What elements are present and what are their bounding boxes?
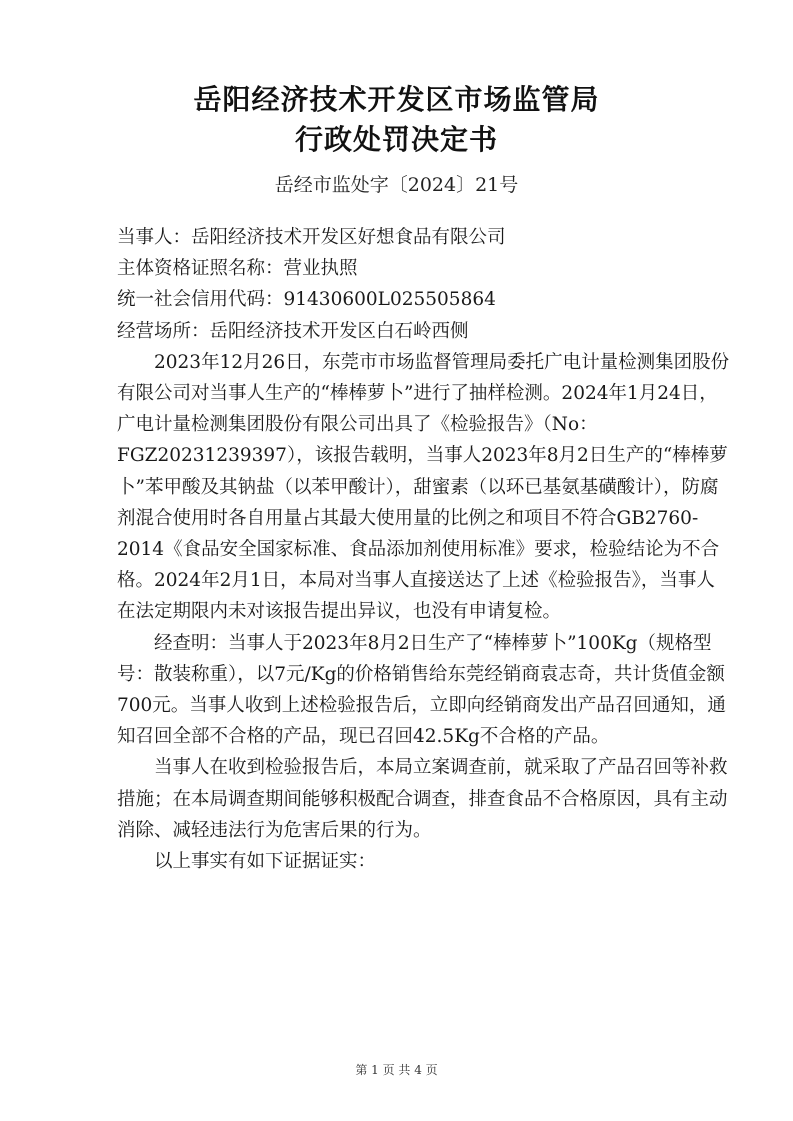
document-title-type: 行政处罚决定书: [294, 123, 498, 156]
paragraph-evidence-intro: 以上事实有如下证据证实：: [154, 851, 377, 873]
party-license-type: 主体资格证照名称：营业执照: [117, 258, 358, 280]
party-address: 经营场所：岳阳经济技术开发区白石岭西侧: [117, 320, 469, 342]
paragraph-remedial-actions: 当事人在收到检验报告后，本局立案调查前，就采取了产品召回等补救措施；在本局调查期间能够积极配合调查，排查食品不合格原因，具有主动消除、减轻违法行为危害后果的行为。: [117, 757, 728, 841]
document-body: [117, 222, 731, 877]
party-credit-code: 统一社会信用代码：91430600L025505864: [117, 289, 496, 311]
document-title-authority: 岳阳经济技术开发区市场监管局: [193, 83, 600, 116]
paragraph-findings: 经查明：当事人于2023年8月2日生产了“棒棒萝卜”100Kg（规格型号：散装称重），以7元/Kg的价格销售给东莞经销商袁志奇，共计货值金额700元。当事人收到上述检验报告后，立即向经销商发出产品召回通知，通知召回全部不合格的产品，现已召回42.5Kg不合格的产品。: [117, 632, 726, 748]
paragraph-inspection: 2023年12月26日，东莞市市场监督管理局委托广电计量检测集团股份有限公司对当事人生产的“棒棒萝卜”进行了抽样检测。2024年1月24日，广电计量检测集团股份有限公司出具了《检验报告》（No：FGZ20231239397），该报告载明，当事人2023年8月2日生产的“棒棒萝卜”苯甲酸及其钠盐（以苯甲酸计），甜蜜素（以环已基氨基磺酸计），防腐剂混合使用时各自用量占其最大使用量的比例之和项目不符合GB2760-2014《食品安全国家标准、食品添加剂使用标准》要求，检验结论为不合格。2024年2月1日，本局对当事人直接送达了上述《检验报告》，当事人在法定期限内未对该报告提出异议，也没有申请复检。: [117, 351, 730, 623]
page-indicator: 第 1 页 共 4 页: [355, 1063, 438, 1077]
document-number: 岳经市监处字〔2024〕21号: [274, 174, 519, 196]
party-name: 当事人：岳阳经济技术开发区好想食品有限公司: [117, 227, 506, 248]
